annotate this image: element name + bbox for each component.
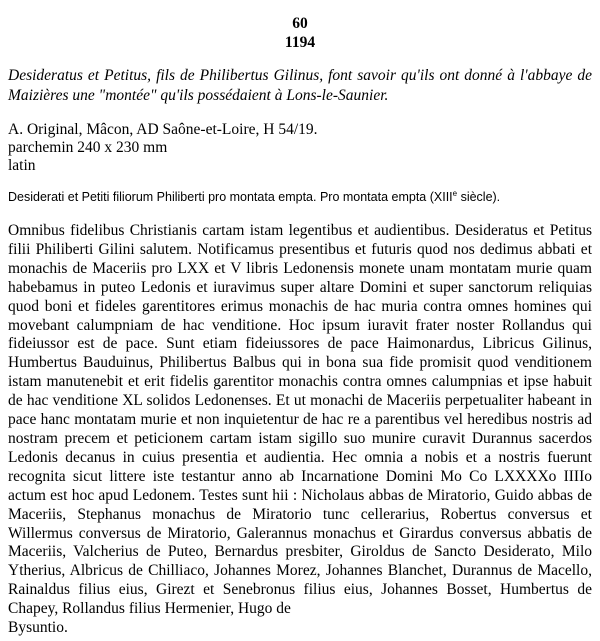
- endorsement-text-end: siècle).: [457, 190, 501, 204]
- endorsement-text: Desiderati et Petiti filiorum Philiberti pro montata empta. Pro montata empta (XIII: [8, 190, 453, 204]
- language-line: latin: [8, 157, 36, 174]
- document-number: 60: [292, 15, 308, 32]
- source-line: A. Original, Mâcon, AD Saône-et-Loire, H 54/19.: [8, 121, 318, 138]
- charter-last-line: Bysuntio.: [8, 619, 68, 637]
- material-line: parchemin 240 x 230 mm: [8, 139, 168, 156]
- document-year: 1194: [284, 34, 316, 51]
- charter-body: Omnibus fidelibus Christianis cartam istam legentibus et audientibus. Desideratus et Petitus filii Philiberti Gilini salutem. Notificamus presentibus et futuris quod nos dedimus abbati et monachis de Maceriis pro LXX et V libris Ledonensis monete unam montatam murie quam habebamus in puteo Ledonis et iuravimus super altare Domini et super sanctorum reliquias quod boni et fideles garentitores erimus monachis de hac muria contra omnes homines qui movebant calumpniam de hac venditione. Hoc ipsum iuravit frater noster Rollandus qui fideiussor est de pace. Sunt etiam fideiussores de pace Haimonardus, Libricus Gilinus, Humbertus Bauduinus, Philibertus Balbus qui in bona sua fide promisit quod venditionem istam manutenebit et erit fidelis garentitor monachis contra omnes calumpnias et ipse habuit de hac venditione XL solidos Ledonenses. Et ut monachi de Maceriis perpetualiter habeant in pace hanc montatam murie et non inquietentur de hac re a parentibus vel heredibus nostris ad nostram precem et peticionem cartam istam sigillo suo munire curavit Durannus sacerdos Ledonis decanus in cuius presentia et audientia. Hec omnia a nobis et a nostris fuerunt recognita sicut littere iste testantur anno ab Incarnatione Domini Mo Co LXXXXo IIIIo actum est hoc apud Ledonem. Testes sunt hii : Nicholaus abbas de Miratorio, Guido abbas de Maceriis, Stephanus monachus de Miratorio tunc cellerarius, Robertus conversus et Willermus conversus de Miratorio, Galerannus monachus et Girardus conversus abbatis de Maceriis, Valcherius de Puteo, Bernardus presbiter, Giroldus de Sancto Desiderato, Milo Ytherius, Albricus de Chilliaco, Johannes Morez, Johannes Blanchet, Durannus de Macello, Rainaldus filius eius, Girezt et Senebronus filius eius, Johannes Bosset, Humbertus de Chapey, Rollandus filius Hermenier, Hugo de: [8, 222, 592, 618]
- source-description: [8, 121, 592, 175]
- endorsement-note: [8, 189, 592, 205]
- french-summary: Desideratus et Petitus, fils de Philibertus Gilinus, font savoir qu'ils ont donné à l'abbaye de Maizières une "montée" qu'ils possédaient à Lons-le-Saunier.: [8, 67, 592, 104]
- latin-charter-text: [8, 222, 592, 638]
- endorsement-superscript: e: [452, 188, 458, 198]
- document-header: [0, 0, 600, 52]
